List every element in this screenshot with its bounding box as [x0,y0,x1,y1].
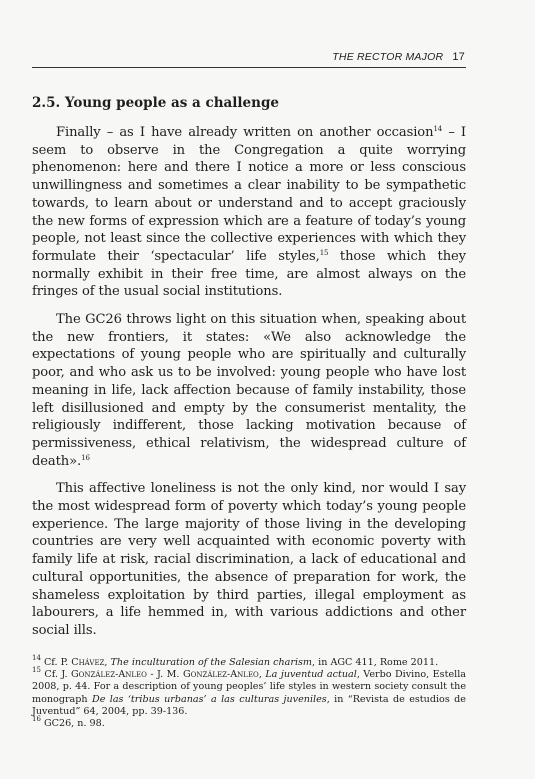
footnote-work-title: The inculturation of the Salesian charism [110,657,313,668]
paragraph-2-text: The GC26 throws light on this situation when, speaking about the new frontiers, it states: «We also acknowledge the expectations of young people who are spiritually and culturally poor, and who ask us to be involved: young people who have lost meaning in life, lack affection because of family instability, those left disillusioned and empty by the consumerist mentality, the religiously indifferent, those lacking motivation because of permissiveness, ethical relativism, the widespread culture of death». [32,312,466,469]
header-rule [32,67,466,68]
footnote-work-title: La juventud actual [265,669,357,681]
footnote-16 [32,715,466,730]
footnote-author: González-Anleo [71,669,147,681]
footnote-text: GC26, n. 98. [40,718,105,730]
footnote-text: , in “Revista de estudios de Juventud” 64, 2004, pp. 39-136. [32,693,466,717]
footnote-14 [32,654,466,669]
footnote-text: , [104,657,111,668]
paragraph-1-part-a: Finally – as I have already written on another occasion [56,125,434,140]
footnote-text: - J. M. [146,669,183,681]
footnote-work-title: De las ‘tribus urbanas’ a las culturas juveniles [92,693,327,705]
footnote-15 [32,666,466,718]
footnote-ref-15: 15 [319,248,329,257]
footnote-mark: 14 [32,654,41,662]
footnote-text: Cf. P. [40,657,72,668]
page-number: 17 [452,51,465,63]
running-header [32,51,465,63]
footnote-text: Cf. J. [40,669,72,681]
footnote-text: , Verbo Divino, Estella 2008, p. 44. For a description of young peoples’ life styles in western society consult the monograph [32,669,466,705]
footnote-ref-16: 16 [81,453,90,462]
main-text [32,94,466,650]
footnote-mark: 15 [32,666,41,675]
footnote-author: González-Anleo [182,669,259,681]
footnote-text: , [258,669,266,681]
section-heading: 2.5. Young people as a challenge [32,95,279,111]
paragraph-2 [32,311,466,470]
footnote-text: , in AGC 411, Rome 2011. [312,657,439,668]
paragraph-3: This affective loneliness is not the only kind, nor would I say the most widespread form of poverty which today’s young people experience. The large majority of those living in the developing countries are very well acquainted with economic poverty with family life at risk, racial discrimination, a lack of educational and cultural opportunities, the absence of preparation for work, the shameless exploitation by third parties, illegal employment as labourers, a life hemmed in, with various addictions and other social ills. [32,481,466,638]
running-header-title: THE RECTOR MAJOR [332,51,444,63]
footnotes [32,654,466,730]
paragraph-1 [32,124,466,301]
footnote-ref-14: 14 [433,125,443,133]
paragraph-1-part-b: – I seem to observe in the Congregation a quite worrying phenomenon: here and there I notice a more or less conscious unwillingness and sometimes a clear inability to be sympathetic towards, to learn about or understand and to accept graciously the new forms of expression which are a feature of today’s young people, not least since the collective experiences with which they formulate their ‘spectacular’ life styles, [32,125,466,264]
footnote-author: Chávez [71,657,105,668]
paragraph-1-part-c: those which they normally exhibit in their free time, are almost always on the fringes of the usual social institutions. [32,248,466,300]
footnote-mark: 16 [32,715,41,724]
